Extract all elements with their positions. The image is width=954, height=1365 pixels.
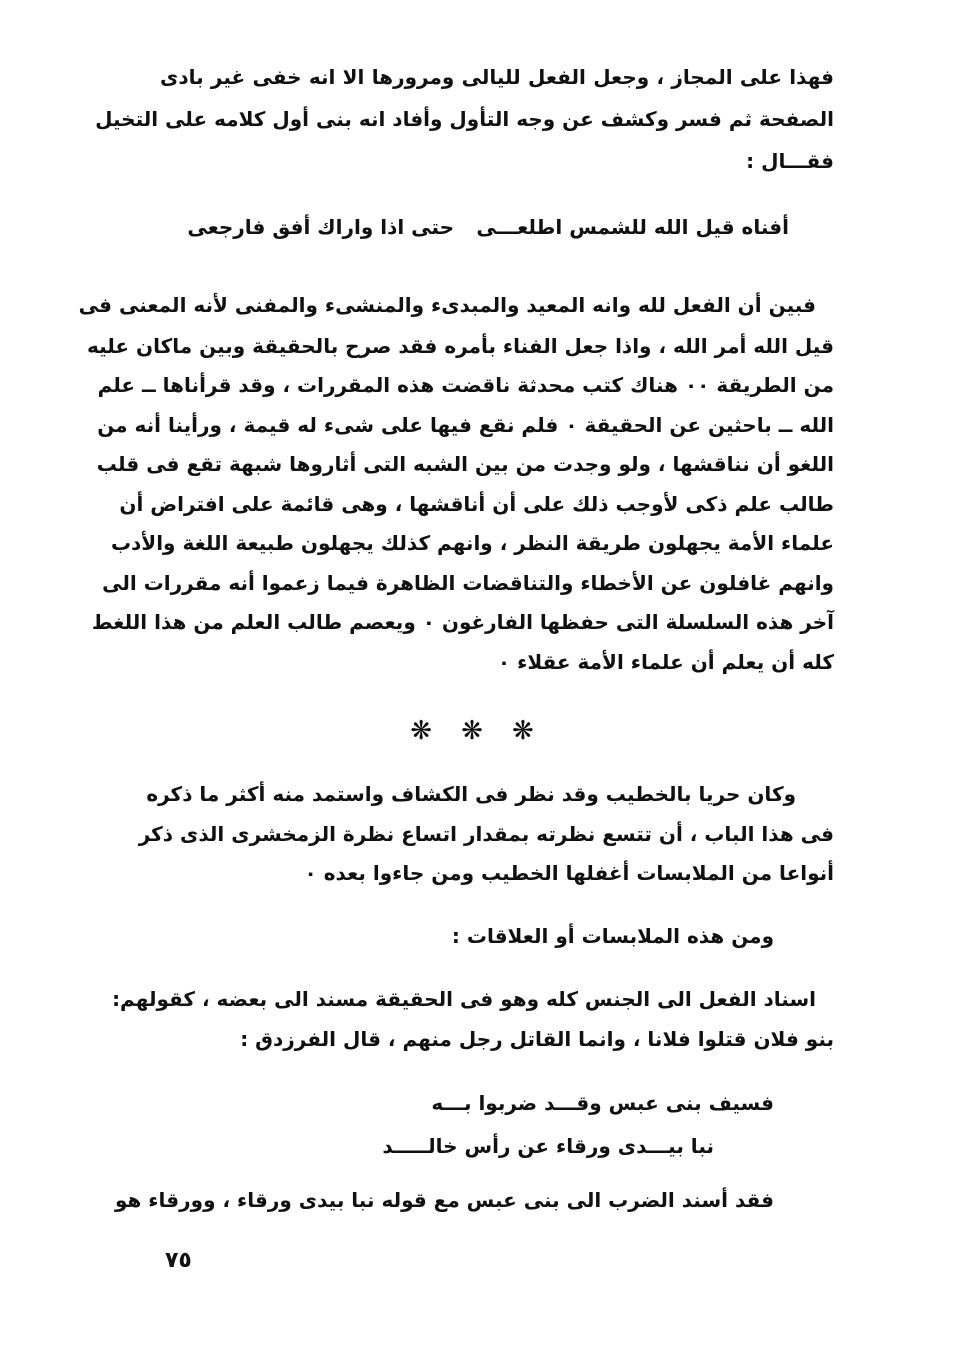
- text-line: كله أن يعلم أن علماء الأمة عقلاء ٠: [497, 650, 834, 674]
- text-line: فهذا على المجاز ، وجعل الفعل لليالى ومرورها الا انه خفى غير بادى: [160, 65, 834, 89]
- verse-line: فسيف بنى عبس وقـــد ضربوا بـــه: [431, 1091, 774, 1115]
- text-line: أنواعا من الملابسات أغفلها الخطيب ومن جاءوا بعده ٠: [304, 861, 834, 885]
- text-line: طالب علم ذكى لأوجب ذلك على أن أناقشها ، وهى قائمة على افتراض أن: [119, 492, 834, 516]
- page-number: ٧٥: [165, 1248, 192, 1273]
- text-line: وانهم غافلون عن الأخطاء والتناقضات الظاهرة فيما زعموا أنه مقررات الى: [102, 571, 834, 595]
- section-separator: ❋ ❋ ❋: [410, 716, 544, 746]
- text-line: من الطريقة ٠٠ هناك كتب محدثة ناقضت هذه المقررات ، وقد قرأناها ــ علم: [97, 373, 834, 397]
- text-line: ومن هذه الملابسات أو العلاقات :: [451, 924, 774, 948]
- verse-second-hemistich: حتى اذا واراك أفق فارجعى: [187, 215, 454, 239]
- text-line: اللغو أن نناقشها ، ولو وجدت من بين الشبه التى أثاروها شبهة تقع فى قلب: [96, 452, 834, 476]
- text-line: بنو فلان قتلوا فلانا ، وانما القاتل رجل منهم ، قال الفرزدق :: [240, 1027, 834, 1051]
- verse-line: نبا بيـــدى ورقاء عن رأس خالـــــد: [382, 1134, 714, 1158]
- text-line: فقد أسند الضرب الى بنى عبس مع قوله نبا بيدى ورقاء ، وورقاء هو: [114, 1188, 774, 1212]
- text-line: فقـــال :: [746, 149, 834, 173]
- verse-first-hemistich: أفناه قيل الله للشمس اطلعـــى: [476, 215, 789, 239]
- text-line: فى هذا الباب ، أن تتسع نظرته بمقدار اتساع نظرة الزمخشرى الذى ذكر: [138, 822, 834, 846]
- text-line: وكان حريا بالخطيب وقد نظر فى الكشاف واستمد منه أكثر ما ذكره: [146, 782, 796, 806]
- text-line: الصفحة ثم فسر وكشف عن وجه التأول وأفاد انه بنى أول كلامه على التخيل: [95, 107, 834, 131]
- text-line: فبين أن الفعل لله وانه المعيد والمبدىء والمنشىء والمفنى لأنه المعنى فى: [78, 293, 816, 317]
- text-line: آخر هذه السلسلة التى حفظها الفارغون ٠ ويعصم طالب العلم من هذا اللغط: [91, 610, 834, 634]
- text-line: علماء الأمة يجهلون طريقة النظر ، وانهم كذلك يجهلون طبيعة اللغة والأدب: [110, 531, 834, 555]
- text-line: اسناد الفعل الى الجنس كله وهو فى الحقيقة مسند الى بعضه ، كقولهم:: [112, 987, 816, 1011]
- text-line: الله ــ باحثين عن الحقيقة ٠ فلم نقع فيها على شىء له قيمة ، ورأينا أنه من: [97, 413, 834, 437]
- text-line: قيل الله أمر الله ، واذا جعل الفناء بأمره فقد صرح بالحقيقة وبين ماكان عليه: [86, 334, 834, 358]
